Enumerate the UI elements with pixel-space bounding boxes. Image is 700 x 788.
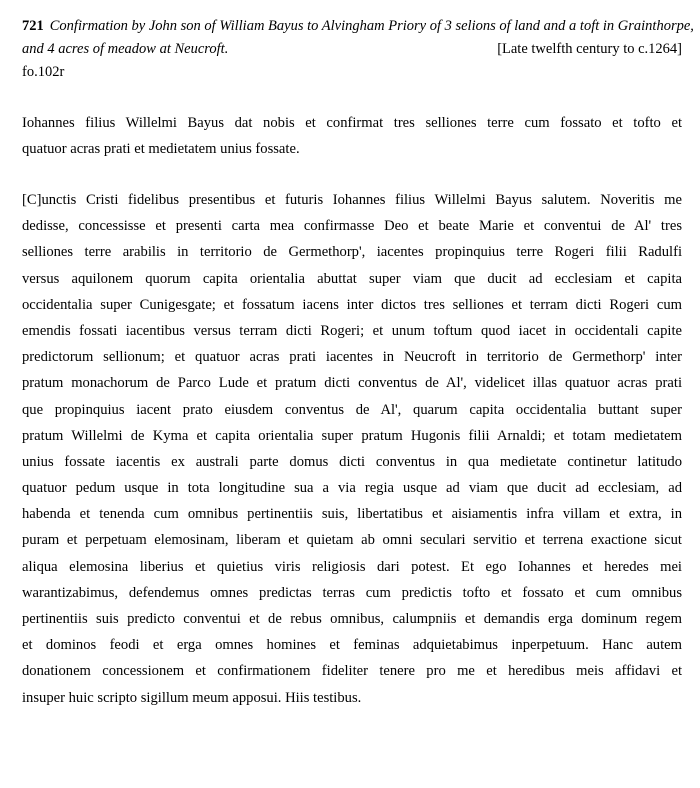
entry-title: Confirmation by John son of William Bayus to Alvingham Priory of 3 selions of land and a toft in Grainthorpe, — [49, 18, 694, 34]
date-range: [Late twelfth century to c.1264] — [497, 41, 682, 57]
charter-line: pratum monachorum de Parco Lude et pratum dicti conventus de Al', videlicet illas quatuor acras prati — [22, 375, 682, 392]
charter-line: que propinquius iacent prato eiusdem conventus de Al', quarum capita occidentalia buttant super — [22, 401, 682, 418]
charter-line: et dominos feodi et erga omnes homines et feminas adquietabimus inperpetuum. Hanc autem — [22, 637, 682, 654]
charter-line: habenda et tenenda cum omnibus pertinentiis suis, libertatibus et aisiamentis infra villam et extra, in — [22, 506, 682, 523]
charter-line: occidentalia super Cunigesgate; et fossatum iacens inter dictos tres selliones et terram dicti Rogeri cum — [22, 296, 682, 313]
charter-line: insuper huic scripto sigillum meum apposui. Hiis testibus. — [22, 689, 362, 706]
charter-line: dedisse, concessisse et presenti carta mea confirmasse Deo et beate Marie et conventui de Al' tres — [22, 218, 682, 235]
charter-line: predictorum sellionum; et quatuor acras prati iacentes in Neucroft in territorio de Germethorp' inter — [22, 349, 682, 366]
summary-line: quatuor acras prati et medietatem unius fossate. — [22, 141, 300, 157]
charter-line: warantizabimus, defendemus omnes predictas terras cum predictis tofto et fossato et cum omnibus — [22, 584, 682, 601]
charter-line: pratum Willelmi de Kyma et capita orientalia super pratum Hugonis filii Arnaldi; et totam medietatem — [22, 427, 682, 444]
entry-title-continued: and 4 acres of meadow at Neucroft. — [22, 41, 229, 57]
entry-heading — [22, 14, 694, 38]
summary-paragraph — [22, 110, 682, 162]
entry-heading-continued — [22, 38, 682, 61]
charter-line: selliones terre arabilis in territorio de Germethorp', iacentes propinquius terre Rogeri filii Radulfi — [22, 244, 682, 261]
charter-line: unius fossate iacentis ex australi parte domus dicti conventus in qua medietate continetur latitudo — [22, 453, 682, 470]
charter-line: donationem concessionem et confirmationem fideliter tenere pro me et heredibus meis affidavi et — [22, 663, 682, 680]
entry-number: 721 — [22, 18, 44, 34]
charter-line: pertinentiis suis predicto conventui et de rebus omnibus, calumpniis et demandis erga dominum regem — [22, 611, 682, 627]
charter-line: versus aquilonem quorum capita orientalia abuttat super viam que ducit ad ecclesiam et capita — [22, 270, 682, 287]
charter-line: aliqua elemosina liberius et quietius viris religiosis dari potest. Et ego Iohannes et heredes mei — [22, 558, 682, 575]
charter-line: [C]unctis Cristi fidelibus presentibus et futuris Iohannes filius Willelmi Bayus salutem. Noveritis me — [22, 192, 682, 208]
folio-reference: fo.102r — [22, 64, 65, 80]
summary-line: Iohannes filius Willelmi Bayus dat nobis et confirmat tres selliones terre cum fossato et tofto et — [22, 115, 682, 131]
charter-line: emendis fossati iacentibus versus terram dicti Rogeri; et unum toftum quod iacet in occidentali capite — [22, 322, 682, 339]
charter-text — [22, 187, 682, 711]
charter-line: puram et perpetuam elemosinam, liberam et quietam ab omni seculari servitio et terrena exactione sicut — [22, 532, 682, 549]
charter-line: quatuor pedum usque in tota longitudine sua a via regia usque ad viam que ducit ad ecclesiam, ad — [22, 480, 682, 497]
